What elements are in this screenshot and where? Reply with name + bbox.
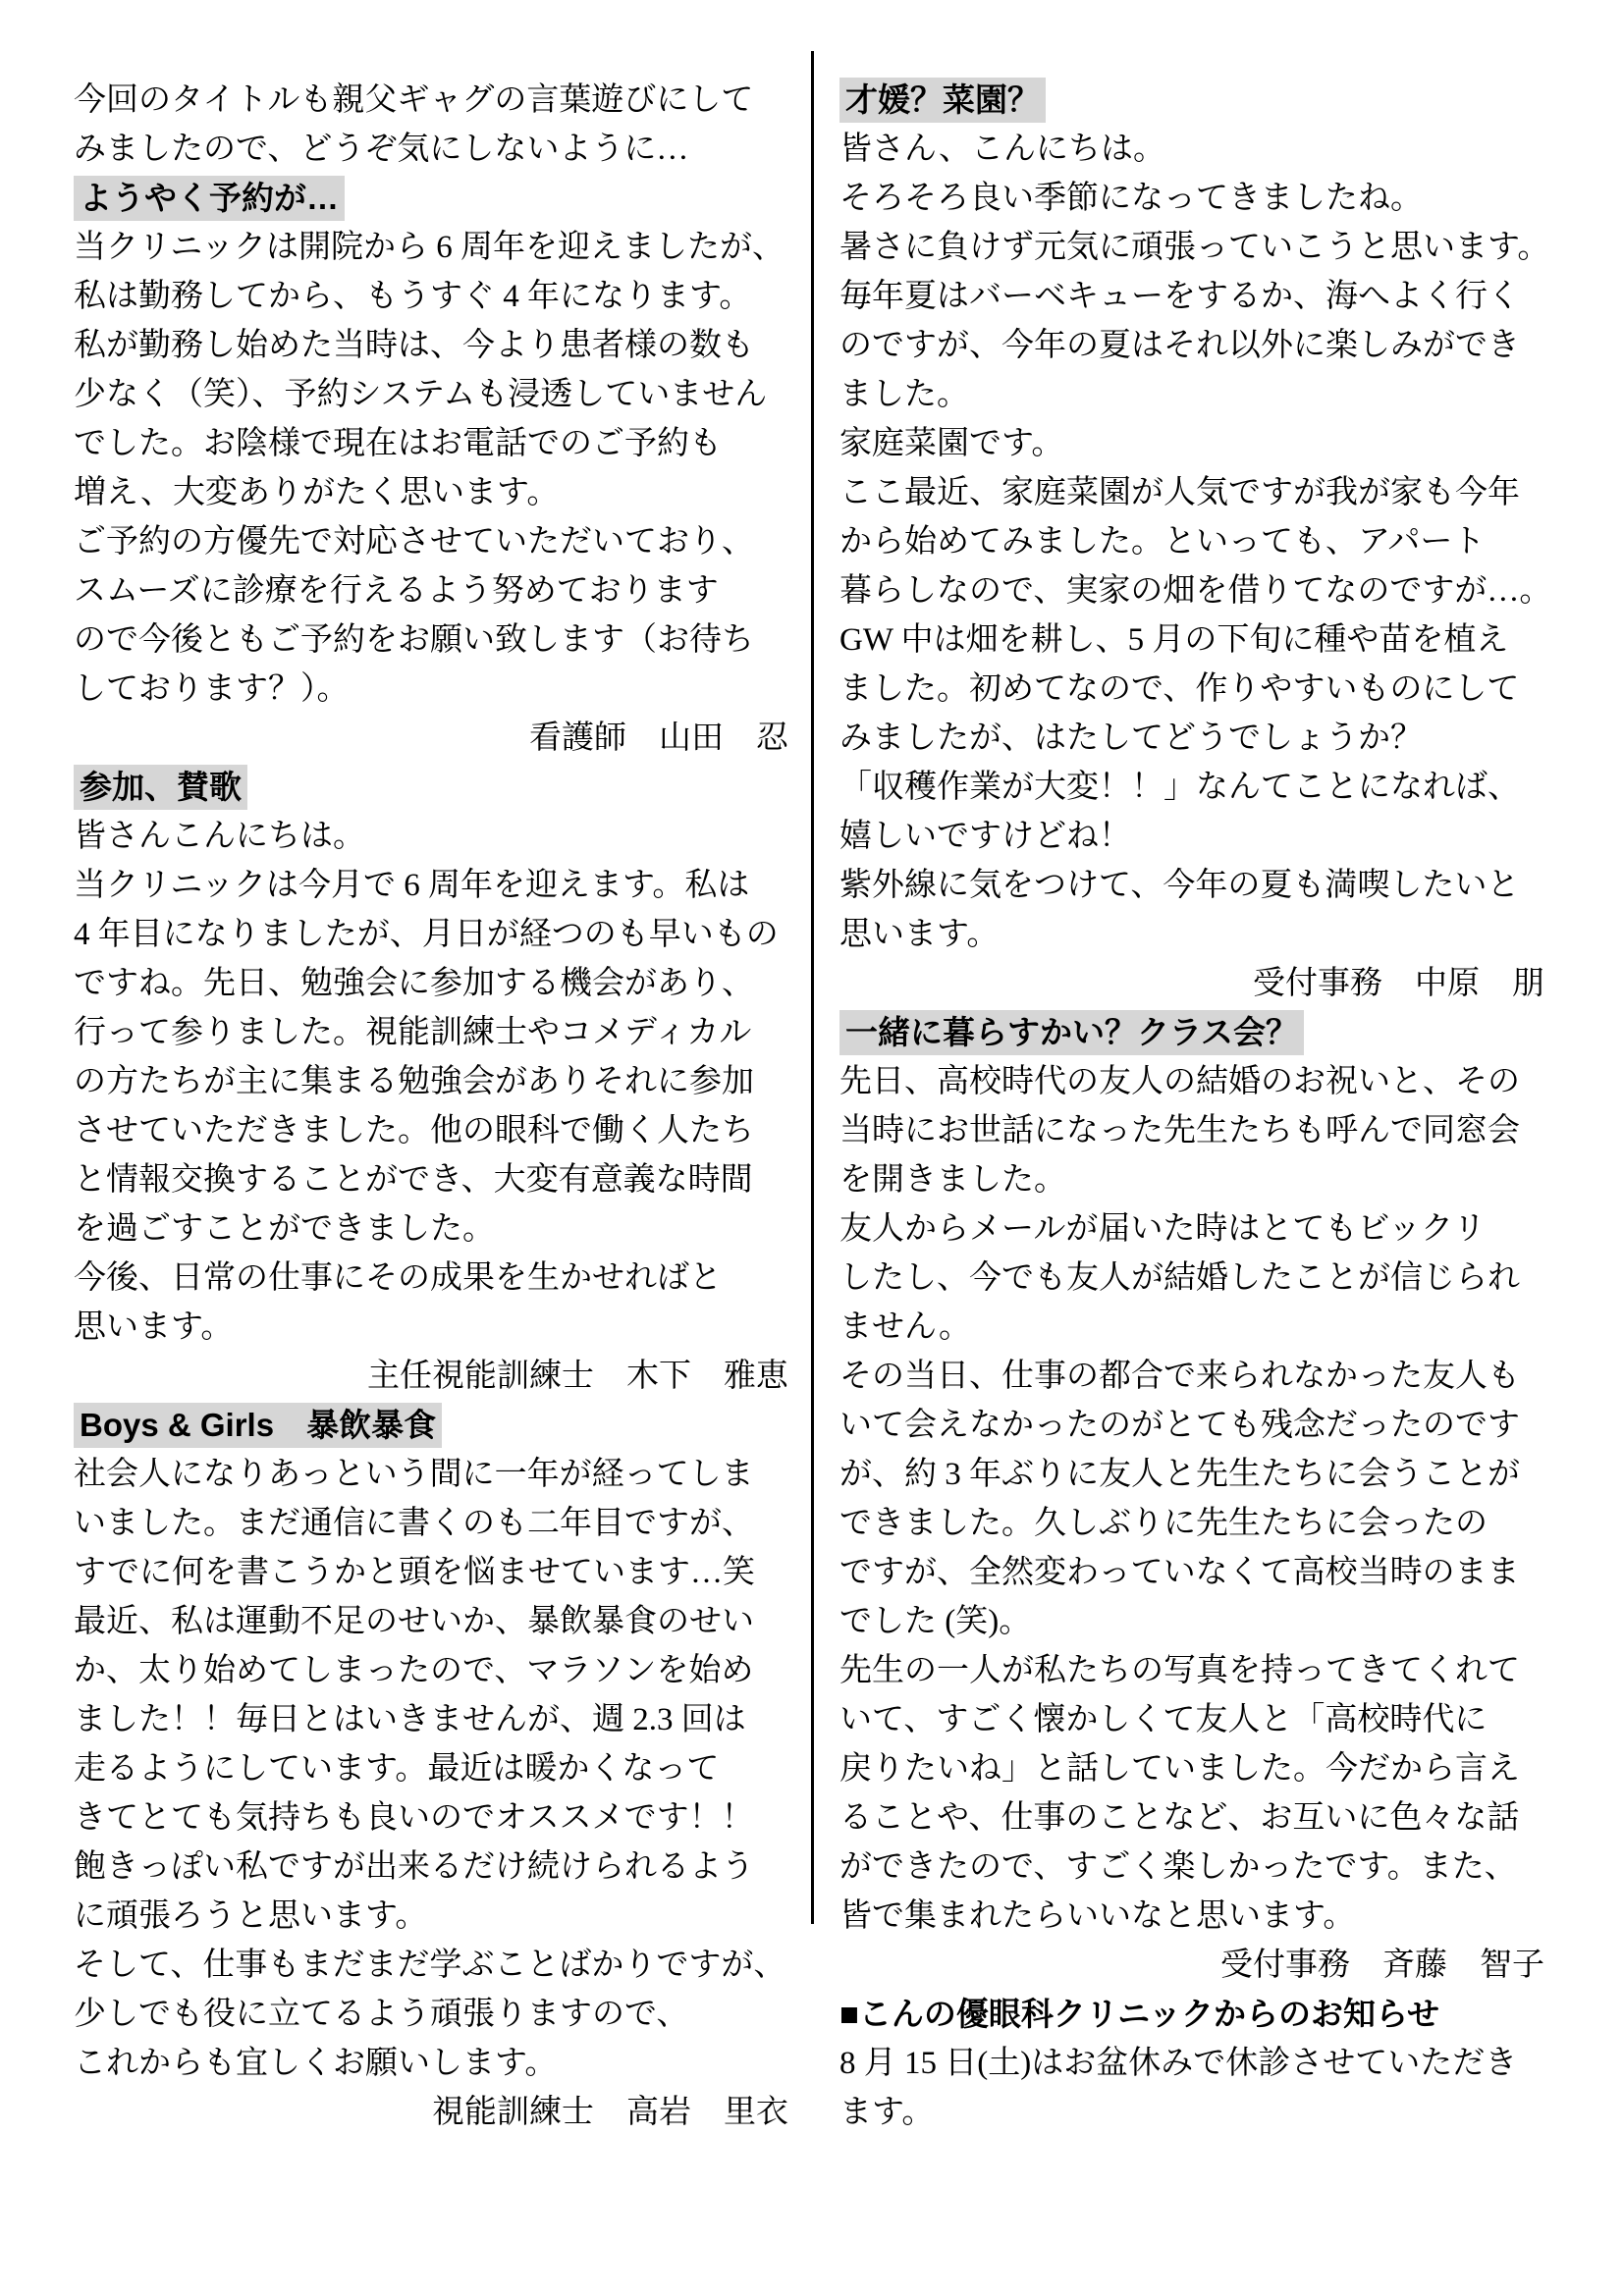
text-line: 行って参りました。視能訓練士やコメディカル xyxy=(74,1015,752,1050)
text-line: みましたが、はたしてどうでしょうか？ xyxy=(839,721,1423,756)
text-line: 社会人になりあっという間に一年が経ってしま xyxy=(74,1457,754,1492)
text-line: そして、仕事もまだまだ学ぶことばかりですが、 xyxy=(74,1948,786,1983)
text-line: 当時にお世話になった先生たちも呼んで同窓会 xyxy=(839,1113,1520,1148)
text-line: に頑張ろうと思います。 xyxy=(74,1898,428,1934)
signature-line: 視能訓練士 高岩 里衣 xyxy=(432,2095,788,2130)
text-line: から始めてみました。といっても、アパート xyxy=(839,524,1486,560)
text-line: いて、すごく懐かしくて友人と「高校時代に xyxy=(839,1702,1488,1737)
text-line: GW 中は畑を耕し、5 月の下旬に種や苗を植え xyxy=(839,622,1509,658)
text-line: ません。 xyxy=(839,1309,971,1345)
text-line: 4 年目になりましたが、月日が経つのも早いもの xyxy=(74,917,779,952)
text-line: 先生の一人が私たちの写真を持ってきてくれて xyxy=(839,1653,1520,1688)
signature-line: 主任視能訓練士 木下 雅恵 xyxy=(367,1359,788,1394)
section-heading-highlight: 才媛？菜園？ xyxy=(839,78,1046,123)
text-line: 思います。 xyxy=(839,917,1000,952)
text-line: を過ごすことができました。 xyxy=(74,1211,495,1247)
text-line: ここ最近、家庭菜園が人気ですが我が家も今年 xyxy=(839,475,1520,510)
text-line: 家庭菜園です。 xyxy=(839,426,1064,461)
text-line: ました。 xyxy=(839,377,969,412)
text-line: 当クリニックは開院から 6 周年を迎えましたが、 xyxy=(74,230,785,265)
text-line: そろそろ良い季節になってきましたね。 xyxy=(839,181,1423,216)
text-line: 先日、高校時代の友人の結婚のお祝いと、その xyxy=(839,1064,1520,1099)
text-line: 飽きっぽい私ですが出来るだけ続けられるよう xyxy=(74,1849,754,1885)
column-divider-line xyxy=(811,51,814,1924)
section-heading xyxy=(839,1008,1558,1057)
text-line: ることや、仕事のことなど、お互いに色々な話 xyxy=(839,1800,1520,1836)
text-line: いました。まだ通信に書くのも二年目ですが、 xyxy=(74,1506,754,1541)
text-line: しております？）。 xyxy=(74,671,350,707)
text-line: 私は勤務してから、もうすぐ 4 年になります。 xyxy=(74,279,752,314)
text-line: 暑さに負けず元気に頑張っていこうと思います。 xyxy=(839,230,1550,265)
text-line: の方たちが主に集まる勉強会がありそれに参加 xyxy=(74,1064,754,1099)
section-heading-highlight: 一緒に暮らすかい？クラス会？ xyxy=(839,1010,1304,1055)
text-line: 暮らしなので、実家の畑を借りてなのですが…。 xyxy=(839,573,1552,609)
text-line: 私が勤務し始めた当時は、今より患者様の数も xyxy=(74,328,754,363)
text-line: したし、今でも友人が結婚したことが信じられ xyxy=(839,1260,1520,1296)
text-line: 最近、私は運動不足のせいか、暴飲暴食のせい xyxy=(74,1604,754,1639)
section-heading-highlight: ようやく予約が… xyxy=(74,176,345,221)
left-column xyxy=(74,76,802,2137)
text-line: 8 月 15 日(土)はお盆休みで休診させていただき xyxy=(839,2046,1518,2081)
text-line: が、約 3 年ぶりに友人と先生たちに会うことが xyxy=(839,1457,1520,1492)
section-heading xyxy=(839,76,1558,125)
text-line: 「収穫作業が大変！！」なんてことになれば、 xyxy=(839,770,1520,805)
text-line: ご予約の方優先で対応させていただいており、 xyxy=(74,524,754,560)
text-line: できました。久しぶりに先生たちに会ったの xyxy=(839,1506,1488,1541)
text-line: ました。初めてなので、作りやすいものにして xyxy=(839,671,1520,707)
text-line: 当クリニックは今月で 6 周年を迎えます。私は xyxy=(74,868,750,903)
text-line: ので今後ともご予約をお願い致します（お待ち xyxy=(74,622,754,658)
text-line: きてとても気持ちも良いのでオススメです！！ xyxy=(74,1800,754,1836)
text-line: その当日、仕事の都合で来られなかった友人も xyxy=(839,1359,1520,1394)
text-line: ができたので、すごく楽しかったです。また、 xyxy=(839,1849,1517,1885)
text-line: 毎年夏はバーベキューをするか、海へよく行く xyxy=(839,279,1520,314)
text-line: 友人からメールが届いた時はとてもビックリ xyxy=(839,1211,1487,1247)
text-line: でした。お陰様で現在はお電話でのご予約も xyxy=(74,426,722,461)
text-line: 少なく（笑）、予約システムも浸透していません xyxy=(74,377,768,412)
text-line: 戻りたいね」と話していました。今だから言え xyxy=(839,1751,1520,1787)
text-line: 今後、日常の仕事にその成果を生かせればと xyxy=(74,1260,722,1296)
text-line: 紫外線に気をつけて、今年の夏も満喫したいと xyxy=(839,868,1520,903)
text-line: ました！！毎日とはいきませんが、週 2.3 回は xyxy=(74,1702,746,1737)
text-line: これからも宜しくお願いします。 xyxy=(74,2046,558,2081)
text-line: 増え、大変ありがたく思います。 xyxy=(74,475,560,510)
text-line: 少しでも役に立てるよう頑張りますので、 xyxy=(74,1997,689,2032)
text-line: でした (笑)。 xyxy=(839,1604,1032,1639)
text-line: と情報交換することができ、大変有意義な時間 xyxy=(74,1162,753,1198)
signature-line: 受付事務 斉藤 智子 xyxy=(1220,1948,1544,1983)
section-heading xyxy=(74,174,802,223)
text-line: 嬉しいですけどね！ xyxy=(839,819,1131,854)
section-heading-highlight: 参加、賛歌 xyxy=(74,765,247,810)
text-line: か、太り始めてしまったので、マラソンを始め xyxy=(74,1653,754,1688)
text-line: すでに何を書こうかと頭を悩ませています…笑 xyxy=(74,1555,755,1590)
right-column xyxy=(839,76,1558,2137)
text-line: スムーズに診療を行えるよう努めております xyxy=(74,573,719,609)
section-heading xyxy=(74,763,802,812)
text-line: みましたので、どうぞ気にしないように… xyxy=(74,132,689,167)
text-line: のですが、今年の夏はそれ以外に楽しみができ xyxy=(839,328,1520,363)
signature-line: 看護師 山田 忍 xyxy=(529,721,788,756)
text-line: 思います。 xyxy=(74,1309,234,1345)
text-line: いて会えなかったのがとても残念だったのです xyxy=(839,1408,1520,1443)
text-line: ですね。先日、勉強会に参加する機会があり、 xyxy=(74,966,754,1001)
text-line: させていただきました。他の眼科で働く人たち xyxy=(74,1113,754,1148)
text-line: ます。 xyxy=(839,2095,935,2130)
signature-line: 受付事務 中原 朋 xyxy=(1253,966,1544,1001)
text-line: を開きました。 xyxy=(839,1162,1066,1198)
section-heading-highlight: Boys & Girls 暴飲暴食 xyxy=(74,1403,442,1448)
section-heading xyxy=(74,1401,802,1450)
text-line: 皆で集まれたらいいなと思います。 xyxy=(839,1898,1356,1934)
text-line: 今回のタイトルも親父ギャグの言葉遊びにして xyxy=(74,82,754,118)
text-line: 皆さんこんにちは。 xyxy=(74,819,365,854)
text-line: ですが、全然変わっていなくて高校当時のまま xyxy=(839,1555,1520,1590)
notice-heading: ■こんの優眼科クリニックからのお知らせ xyxy=(839,1996,1439,2032)
text-line: 皆さん、こんにちは。 xyxy=(839,132,1165,167)
text-line: 走るようにしています。最近は暖かくなって xyxy=(74,1751,720,1787)
